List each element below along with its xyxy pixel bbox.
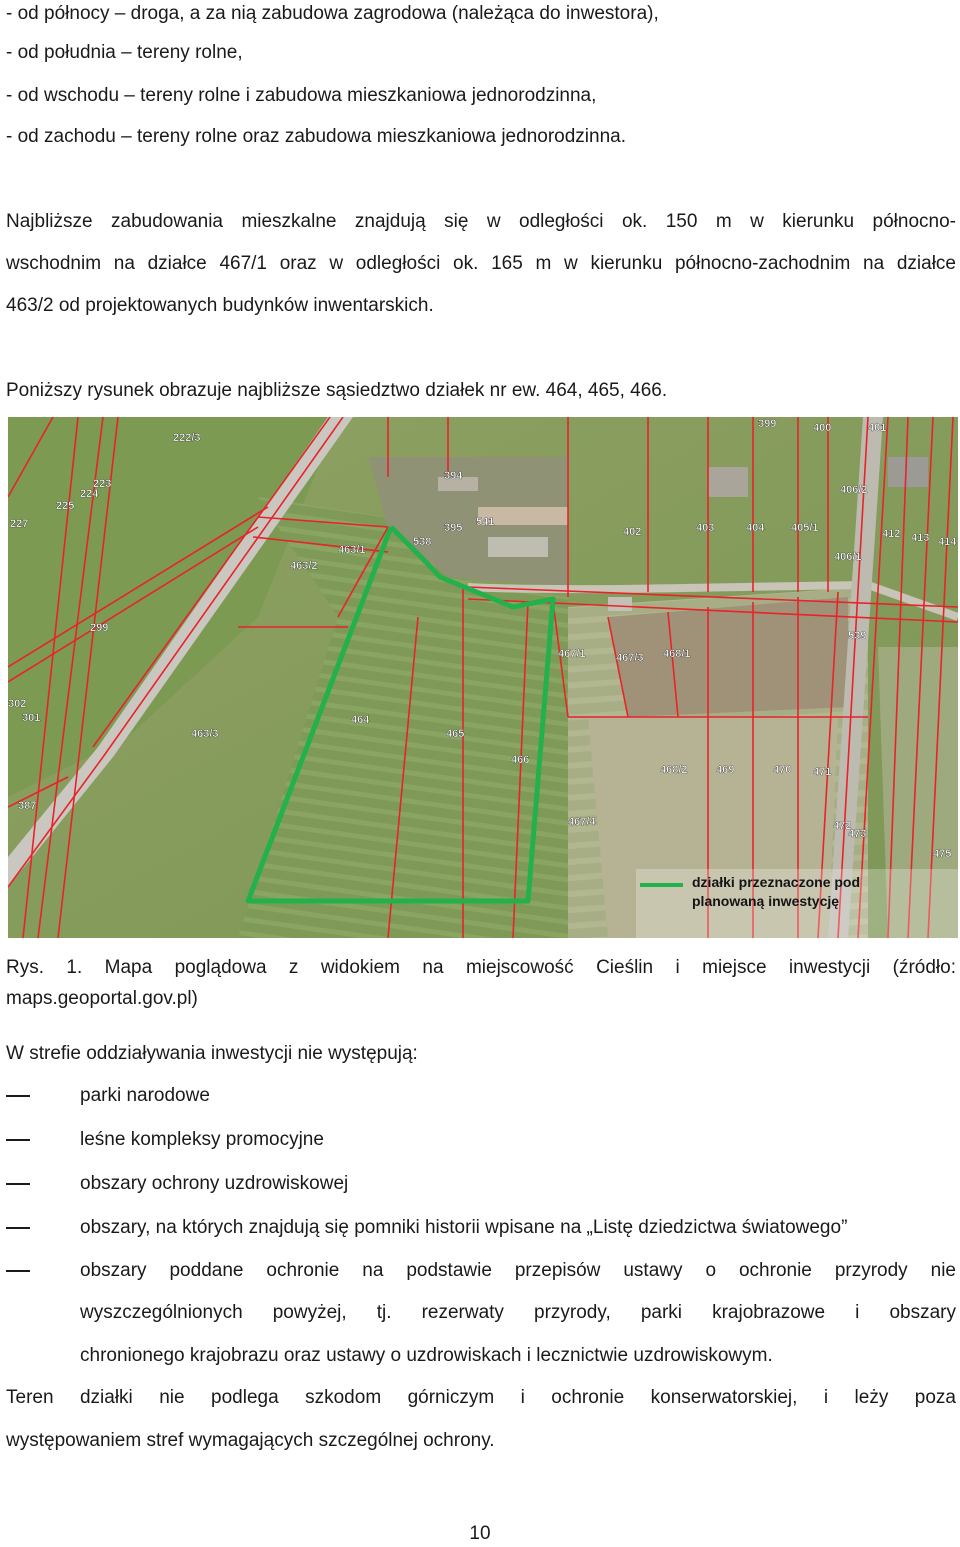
paragraph1-line3: 463/2 od projektowanych budynków inwentarskich.	[6, 295, 434, 316]
parcel-label: 468/2	[660, 764, 688, 776]
parcel-label: 400	[813, 422, 832, 434]
parcel-map	[8, 417, 958, 938]
parcel-label: 463/1	[338, 544, 366, 556]
dash-icon	[6, 1183, 30, 1185]
parcel-label: 224	[80, 488, 99, 500]
parcel-label: 473	[848, 828, 867, 840]
figure-caption-line2: maps.geoportal.gov.pl)	[6, 988, 198, 1009]
parcel-label: 222/3	[173, 432, 201, 444]
parcel-label: 412	[882, 528, 901, 540]
intro-line-east: - od wschodu – tereny rolne i zabudowa mieszkaniowa jednorodzinna,	[6, 85, 597, 106]
parcel-label: 467/3	[616, 652, 644, 664]
list-continuation-line2: chronionego krajobrazu oraz ustawy o uzdrowiskach i lecznictwie uzdrowiskowym.	[80, 1345, 773, 1366]
parcel-label: 464	[351, 714, 370, 726]
intro-line-south: - od południa – tereny rolne,	[6, 42, 243, 63]
parcel-label: 466	[511, 754, 530, 766]
parcel-label: 475	[933, 848, 952, 860]
dash-icon	[6, 1270, 30, 1272]
parcel-label: 301	[22, 712, 41, 724]
parcel-label: 405/1	[791, 522, 819, 534]
dash-icon	[6, 1095, 30, 1097]
dash-icon	[6, 1227, 30, 1229]
parcel-label: 406/1	[834, 551, 862, 563]
zone-intro: W strefie oddziaływania inwestycji nie występują:	[6, 1043, 418, 1064]
parcel-label: 299	[90, 622, 109, 634]
intro-line-north: - od północy – droga, a za nią zabudowa zagrodowa (należąca do inwestora),	[6, 3, 659, 24]
parcel-label: 302	[8, 698, 27, 710]
parcel-label: 399	[758, 418, 777, 430]
parcel-label: 401	[868, 422, 887, 434]
parcel-label: 469	[716, 764, 735, 776]
parcel-label: 465	[446, 728, 465, 740]
parcel-label: 223	[93, 478, 112, 490]
figure-caption-line1: Rys. 1. Mapa poglądowa z widokiem na miejscowość Cieślin i miejsce inwestycji (źródło:	[6, 957, 956, 978]
dash-icon	[6, 1139, 30, 1141]
legend-text-2: planowaną inwestycję	[692, 893, 840, 909]
parcel-label: 463/3	[191, 728, 219, 740]
parcel-label: 394	[444, 470, 463, 482]
parcel-label: 395	[444, 522, 463, 534]
legend-text-1: działki przeznaczone pod	[692, 874, 861, 890]
final-paragraph-line2: występowaniem stref wymagających szczególnej ochrony.	[6, 1430, 495, 1451]
page-number: 10	[469, 1523, 491, 1544]
parcel-label: 538	[413, 536, 432, 548]
building-5	[888, 457, 928, 487]
parcel-label: 402	[623, 526, 642, 538]
building-2	[488, 537, 548, 557]
parcel-label: 541	[476, 516, 495, 528]
parcel-label: 403	[696, 522, 715, 534]
parcel-label: 470	[773, 764, 792, 776]
parcel-label: 225	[56, 500, 75, 512]
building-4	[708, 467, 748, 497]
parcel-label: 463/2	[290, 560, 318, 572]
parcel-label: 472	[833, 820, 852, 832]
parcel-label: 467/4	[568, 816, 596, 828]
final-paragraph-line1: Teren działki nie podlega szkodom górniczym i ochronie konserwatorskiej, i leży poza	[6, 1387, 956, 1408]
parcel-label: 539	[848, 630, 867, 642]
parcel-label: 404	[746, 522, 765, 534]
figure-intro: Poniższy rysunek obrazuje najbliższe sąsiedztwo działek nr ew. 464, 465, 466.	[6, 380, 668, 401]
parcel-label: 413	[911, 532, 930, 544]
paragraph1-line1: Najbliższe zabudowania mieszkalne znajdują się w odległości ok. 150 m w kierunku północno-	[6, 211, 956, 232]
parcel-label: 406/2	[840, 484, 868, 496]
paragraph1-line2: wschodnim na działce 467/1 oraz w odległości ok. 165 m w kierunku północno-zachodnim na działce	[6, 253, 956, 274]
parcel-label: 387	[18, 800, 37, 812]
building-6	[608, 597, 632, 611]
parcel-label: 471	[813, 766, 832, 778]
parcel-label: 414	[938, 536, 957, 548]
parcel-label: 467/1	[558, 648, 586, 660]
intro-line-west: - od zachodu – tereny rolne oraz zabudowa mieszkaniowa jednorodzinna.	[6, 126, 626, 147]
parcel-label: 468/1	[663, 648, 691, 660]
parcel-label: 227	[10, 518, 29, 530]
list-continuation-line1: wyszczególnionych powyżej, tj. rezerwaty przyrody, parki krajobrazowe i obszary	[80, 1302, 956, 1323]
